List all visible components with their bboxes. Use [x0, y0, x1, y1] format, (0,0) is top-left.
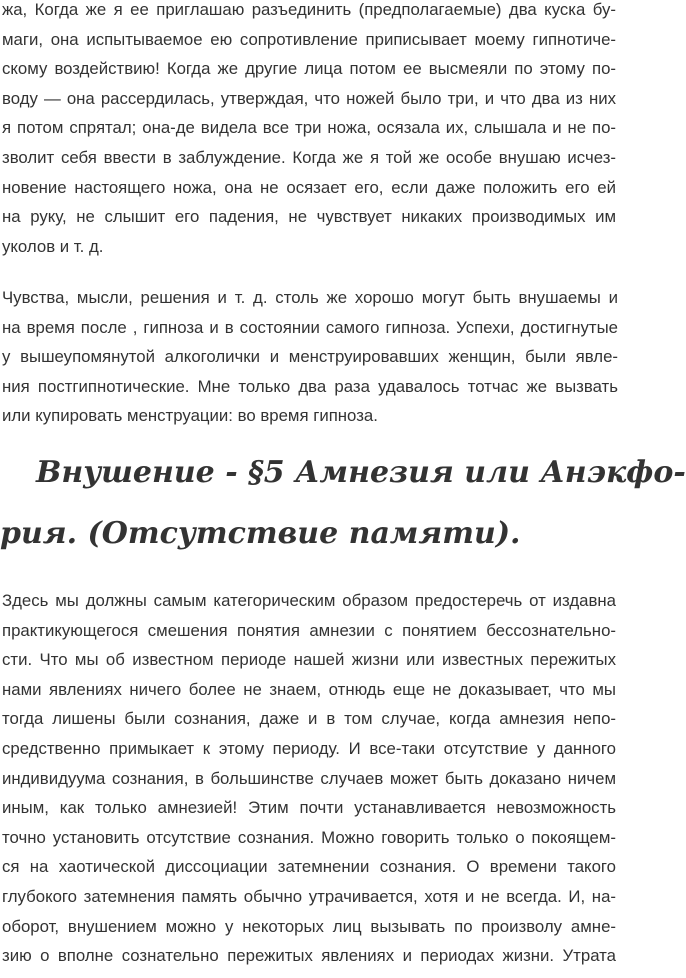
text-line: на время после , гипноза и в состоянии самого гипноза. Успехи, достигнутые [2, 317, 618, 337]
text-line: нами явлениях ничего более не знаем, отнюдь еще не доказывает, что мы [2, 679, 616, 699]
text-line: ся на хаотической диссоциации затемнении сознания. О времени такого [2, 857, 616, 877]
text-line: жа, Когда же я ее приглашаю разъединить (предполагаемые) два куска бу- [2, 0, 616, 19]
text-line: уколов и т. д. [2, 236, 104, 256]
section-heading [0, 442, 686, 564]
text-line: скому воздействию! Когда же другие лица потом ее высмеяли по этому по- [2, 59, 616, 79]
text-line: индивидуума сознания, в большинстве случаев может быть доказано ничем [2, 768, 616, 788]
text-line: точно установить отсутствие сознания. Можно говорить только о покоящем- [2, 827, 616, 847]
text-line: глубокого затемнения память обычно утрачивается, хотя и не всегда. И, на- [2, 886, 616, 906]
text-line: зию о вполне сознательно пережитых явлениях и периодах жизни. Утрата [2, 946, 616, 966]
text-line: я потом спрятал; она-де видела все три ножа, осязала их, слышала и не по- [2, 118, 616, 138]
text-line: или купировать менструации: во время гипноза. [2, 406, 378, 426]
text-line: маги, она испытываемое ею сопротивление приписывает моему гипнотиче- [2, 29, 616, 49]
text-line: на руку, не слышит его падения, не чувствует никаких производимых им [2, 207, 616, 227]
text-line: ния постгипнотические. Мне только два раза удавалось тотчас же вызвать [2, 376, 618, 396]
text-line: Чувства, мысли, решения и т. д. столь же хорошо могут быть внушаемы и [2, 288, 618, 307]
text-line: зволит себя ввести в заблуждение. Когда же я той же особе внушаю исчез- [2, 147, 616, 167]
paragraph-3 [2, 586, 616, 971]
text-line: у вышеупомянутой алкоголички и менструировавших женщин, были явле- [2, 347, 618, 367]
text-line: новение настоящего ножа, она не осязает его, если даже положить его ей [2, 177, 616, 197]
text-line: тогда лишены были сознания, даже и в том случае, когда амнезия непо- [2, 709, 616, 729]
text-line: иным, как только амнезией! Этим почти устанавливается невозможность [2, 798, 616, 818]
paragraph-1 [2, 0, 616, 261]
text-line: практикующегося смешения понятия амнезии с понятием бессознательно- [2, 620, 616, 640]
heading-line: рия. (Отсутствие памяти). [0, 516, 521, 551]
text-line: воду — она рассердилась, утверждая, что ножей было три, и что два из них [2, 88, 616, 108]
text-line: средственно примыкает к этому периоду. И все-таки отсутствие у данного [2, 738, 616, 758]
paragraph-2 [2, 283, 618, 431]
text-line: оборот, внушением можно у некоторых лиц вызывать по произволу амне- [2, 916, 616, 936]
text-line: Здесь мы должны самым категорическим образом предостеречь от издавна [2, 591, 616, 610]
text-line: сти. Что мы об известном периоде нашей жизни или известных пережитых [2, 650, 616, 670]
heading-line: Внушение - §5 Амнезия или Анэкфо- [36, 455, 686, 490]
